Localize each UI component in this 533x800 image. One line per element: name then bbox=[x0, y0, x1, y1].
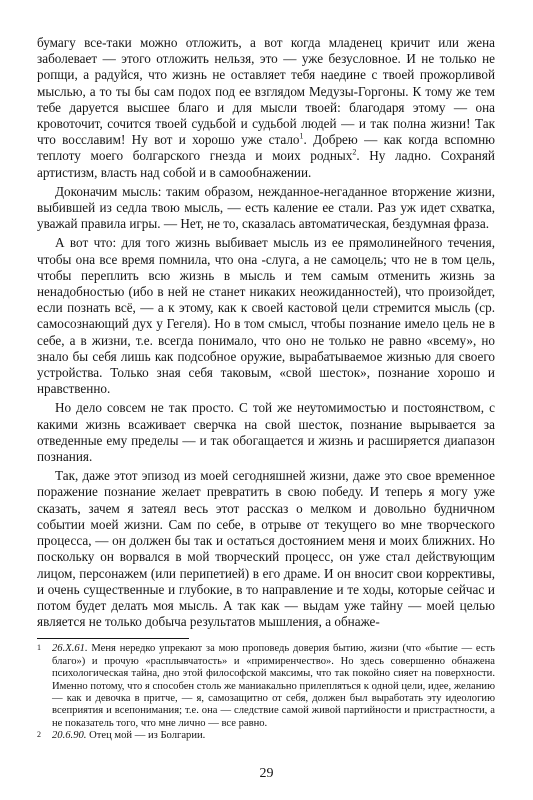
footnote-marker[interactable]: 2 bbox=[352, 148, 357, 158]
paragraph-text: А вот что: для того жизнь выбивает мысль из ее прямолинейного течения, чтобы она все время помнила, что она -слуга, а не самоцель; что не в том цель, чтобы переплить всю жизнь в мысль и тем самым отменить жизнь за ненадобностью (ибо в ней не станет никаких неожиданностей), что произойдет, если познать всё, — а к этому, как к своей кастовой цели стремится мысль (ср. самосознающий дух у Гегеля). Но в том смысл, чтобы познание имело цель не в себе, а в жизни, т.е. всегда понимало, что оно не только не равно «всему», но знало бы себя лишь как подсобное оружие, вырабатываемое жизнью для своего устройства. Только зная себя таковым, «свой шесток», познание хорошо и нравственно. bbox=[37, 235, 495, 397]
body-paragraph bbox=[37, 400, 495, 465]
footnote bbox=[37, 643, 495, 730]
footnote-number: 1 bbox=[37, 643, 41, 653]
paragraph-text: . Добрею — как когда вспомню теплоту моего болгарского гнезда и моих родных bbox=[37, 132, 495, 164]
footnote-separator bbox=[37, 638, 189, 639]
footnote bbox=[37, 730, 495, 742]
footnote-text: Отец мой — из Болгарии. bbox=[86, 730, 206, 742]
body-text bbox=[37, 35, 495, 630]
page-number: 29 bbox=[259, 766, 274, 781]
body-paragraph bbox=[37, 35, 495, 181]
body-paragraph bbox=[37, 235, 495, 397]
paragraph-text: бумагу все-таки можно отложить, а вот когда младенец кричит или жена заболевает — этого отложить нельзя, это — уже безусловное. И не только не ропщи, а радуйся, что жизнь не оставляет тебя наедине с твоей прожорливой мыслью, а то ты бы сам подох под ее взглядом Медузы-Горгоны. К тому же тем тебе даруется высшее благо и для мысли твоей: благодаря этому — она кровоточит, сочится твоей судьбой и судьбой людей — и так полна жизни! Так что восславим! Ну вот и хорошо уже стало bbox=[37, 35, 495, 148]
footnotes bbox=[37, 643, 495, 742]
footnote-date: 20.6.90. bbox=[52, 730, 87, 742]
paragraph-text: Но дело совсем не так просто. С той же неутомимостью и постоянством, с какими жизнь всаживает сверчка на свой шесток, познание вырывается за отведенные ему пределы — и так обогащается и жизнь и расширяется диапазон познания. bbox=[37, 400, 495, 465]
book-page bbox=[37, 35, 495, 743]
paragraph-text: Доконачим мысль: таким образом, нежданное-негаданное вторжение жизни, выбившей из седла твою мысль, — есть калениe ее стали. Раз уж идет схватка, уважай правила игры. — Нет, не то, сказалась автоматическая, бездумная фраза. bbox=[37, 183, 495, 232]
body-paragraph bbox=[37, 184, 495, 233]
footnote-text: Меня нередко упрекают за мою проповедь доверия бытию, жизни (что «бытие — есть благо») и прочую «расплывчатость» и «примиренчество». Но здесь совершенно обнажена психологическая тайна, дно этой философской максимы, что так покойно сияет на поверхности. Именно потому, что я способен столь же маниакально прилепляться к одной цели, идее, желанию — как и девочка в притче, — я, самозащитно от себя, должен был выработать эту идеологию всеприятия и всепонимания; т.е. она — следствие самой живой партийности и пристрастности, а не показатель того, что мне лично — все равно. bbox=[52, 643, 495, 729]
footnote-marker[interactable]: 1 bbox=[299, 131, 304, 141]
paragraph-text: . Ну ладно. Сохраняй артистизм, власть над собой и в самообнажении. bbox=[37, 148, 495, 180]
footnote-date: 26.X.61. bbox=[52, 643, 88, 655]
footnote-number: 2 bbox=[37, 730, 41, 740]
body-paragraph bbox=[37, 468, 495, 630]
paragraph-text: Так, даже этот эпизод из моей сегодняшней жизни, даже это свое временное поражение познание желает превратить в свою победу. И теперь я могу уже сказать, зачем я затеял весь этот рассказ о мелком и довольно будничном событии моей жизни. Сам по себе, в отрыве от текущего во мне творческого процесса, — он должен бы так и остаться достоянием меня и моих ближних. Но поскольку он ворвался в мой творческий процесс, он уже стал действующим лицом, персонажем (или перипетией) в его драме. И он вносит свои коррективы, и очень существенные и глубокие, в то направление и те ходы, которые сейчас и потом будет делать моя мысль. А так как — выдам уже тайну — моей целью является не только добыча результатов мышления, а обнаже- bbox=[37, 468, 495, 630]
